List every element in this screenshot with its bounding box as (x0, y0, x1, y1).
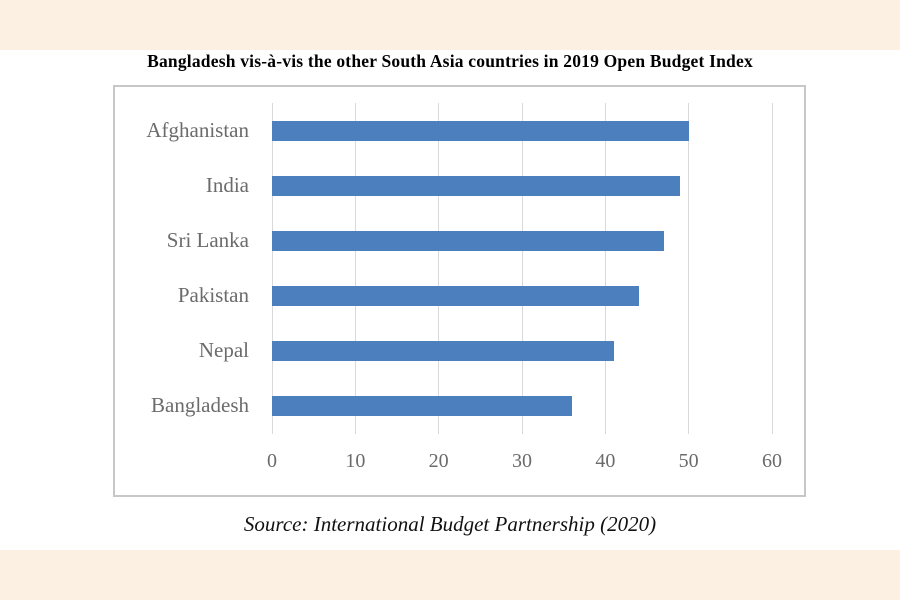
bar-row (115, 213, 804, 268)
x-tick-label-30: 30 (512, 450, 532, 472)
x-tick-label-10: 10 (345, 450, 366, 472)
x-tick-label-50: 50 (678, 450, 699, 472)
category-label: India (205, 173, 249, 197)
bar-nepal (272, 341, 614, 361)
bar-row (115, 268, 804, 323)
source-caption: Source: International Budget Partnership (2020) (243, 512, 657, 536)
category-label: Nepal (198, 338, 249, 362)
bar-afghanistan (272, 121, 689, 141)
bar-track (272, 231, 772, 251)
x-axis-tick-labels (267, 450, 782, 476)
x-tick-label-60: 60 (762, 450, 782, 472)
category-label: Bangladesh (151, 393, 249, 417)
bar-pakistan (272, 286, 639, 306)
bar-track (272, 396, 772, 416)
bar-row (115, 378, 804, 433)
chart-plot-container (113, 85, 806, 497)
bar-rows (115, 103, 804, 433)
x-tick-label-20: 20 (428, 450, 449, 472)
bar-track (272, 286, 772, 306)
bar-sri-lanka (272, 231, 664, 251)
bar-row (115, 323, 804, 378)
bar-bangladesh (272, 396, 572, 416)
category-label: Afghanistan (146, 118, 249, 142)
chart-title: Bangladesh vis-à-vis the other South Asia countries in 2019 Open Budget Index (147, 51, 753, 71)
x-tick-label-40: 40 (595, 450, 616, 472)
category-label: Pakistan (177, 283, 249, 307)
bar-track (272, 121, 772, 141)
bar-india (272, 176, 680, 196)
bar-track (272, 341, 772, 361)
bar-row (115, 103, 804, 158)
bar-row (115, 158, 804, 213)
x-tick-label-0: 0 (267, 450, 277, 472)
bar-track (272, 176, 772, 196)
category-label: Sri Lanka (166, 228, 249, 252)
